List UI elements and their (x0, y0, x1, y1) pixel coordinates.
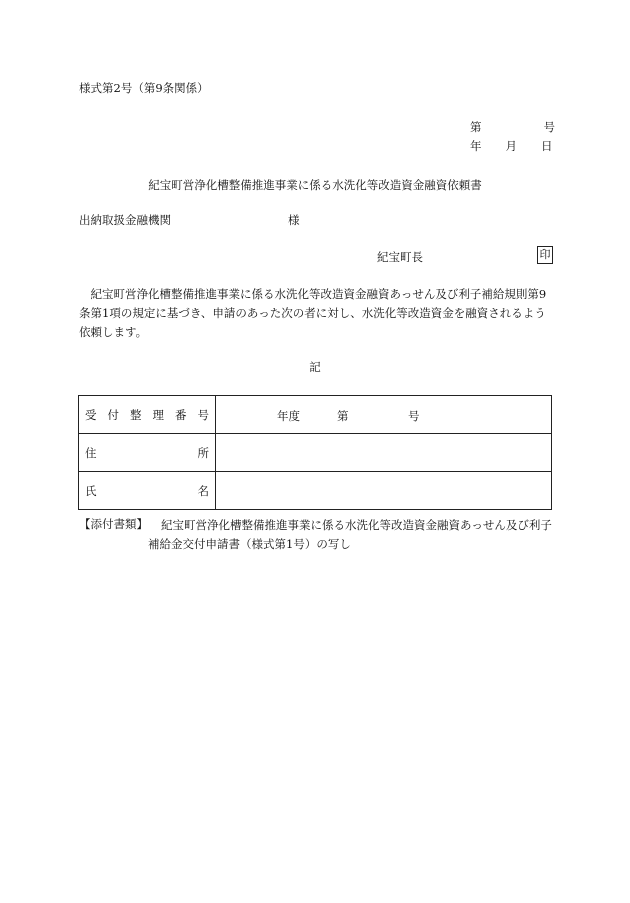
recipient-honorific: 様 (288, 213, 300, 227)
date-year: 年 (470, 139, 482, 153)
body-text: 紀宝町営浄化槽整備推進事業に係る水洗化等改造資金融資あっせん及び利子補給規則第9条第1項の規定に基づき、申請のあった次の者に対し、水洗化等改造資金を融資されるよう依頼します。 (79, 287, 547, 339)
header-char: 受 (85, 407, 97, 422)
header-char: 番 (175, 407, 187, 422)
table-header-cell (79, 434, 216, 472)
header-char: 整 (130, 407, 142, 422)
name-cell (216, 472, 552, 510)
document-title: 紀宝町営浄化槽整備推進事業に係る水洗化等改造資金融資依頼書 (148, 178, 482, 192)
table-header-cell (79, 396, 216, 434)
header-char: 所 (197, 445, 209, 460)
recipient-name: 出納取扱金融機関 (79, 213, 171, 227)
reception-number-cell (216, 396, 552, 434)
date-month: 月 (505, 139, 517, 153)
reception-number-suffix: 号 (408, 408, 420, 423)
form-number-label: 様式第2号（第9条関係） (79, 81, 209, 95)
number-suffix: 号 (543, 120, 555, 134)
sender-name: 紀宝町長 (377, 250, 423, 264)
date-day: 日 (541, 139, 553, 153)
body-paragraph (79, 285, 553, 342)
date-line (470, 138, 553, 154)
header-char: 住 (85, 445, 97, 460)
table-row (79, 434, 552, 472)
header-char: 名 (197, 483, 209, 498)
header-char: 付 (107, 407, 119, 422)
document-number-line (470, 119, 555, 135)
number-prefix: 第 (470, 120, 482, 134)
attachments-label: 【添付書類】 (79, 517, 148, 531)
seal-mark: 印 (537, 246, 553, 264)
ki-heading: 記 (309, 360, 321, 374)
applicant-info-table (78, 395, 552, 510)
header-char: 号 (197, 407, 209, 422)
table-header-cell (79, 472, 216, 510)
table-row (79, 472, 552, 510)
reception-number-prefix: 第 (337, 408, 349, 423)
address-cell (216, 434, 552, 472)
table-row (79, 396, 552, 434)
header-char: 理 (152, 407, 164, 422)
fiscal-year-label: 年度 (277, 408, 300, 423)
header-char: 氏 (85, 483, 97, 498)
attachments-text: 紀宝町営浄化槽整備推進事業に係る水洗化等改造資金融資あっせん及び利子補給金交付申請書（様式第1号）の写し (148, 518, 552, 551)
